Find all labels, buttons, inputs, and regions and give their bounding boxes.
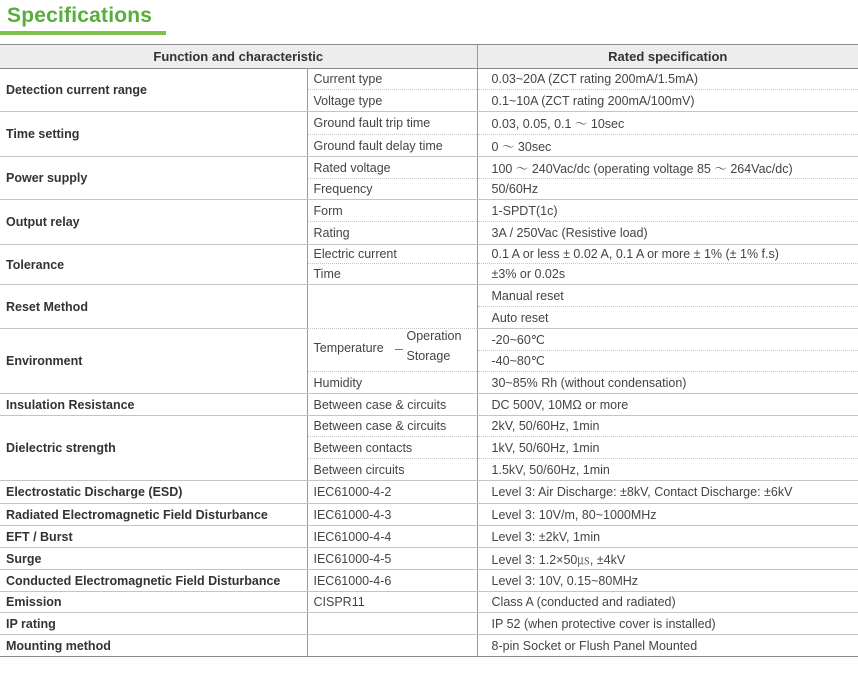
rated-value: 3A / 250Vac (Resistive load): [477, 222, 858, 245]
sub-label: IEC61000-4-3: [307, 504, 477, 526]
rated-value: 30~85% Rh (without condensation): [477, 372, 858, 394]
rated-value: 0.03, 0.05, 0.1 ～ 10sec: [477, 112, 858, 135]
row-label-time: Time setting: [0, 112, 307, 157]
row-label-output: Output relay: [0, 200, 307, 245]
table-row: [0, 394, 858, 416]
row-label-insulation: Insulation Resistance: [0, 394, 307, 416]
rated-value: -40~80℃: [477, 350, 858, 372]
page-title: Specifications: [7, 4, 153, 27]
table-row: [0, 526, 858, 548]
table-row: [0, 112, 858, 135]
sub-label: Ground fault delay time: [307, 135, 477, 157]
row-label-environment: Environment: [0, 329, 307, 394]
rated-value: Class A (conducted and radiated): [477, 592, 858, 613]
table-row: [0, 592, 858, 613]
sub-label: IEC61000-4-5: [307, 548, 477, 570]
sub-label: Rating: [307, 222, 477, 245]
rated-value: -20~60℃: [477, 329, 858, 351]
row-label-dielectric: Dielectric strength: [0, 416, 307, 481]
table-row: [0, 69, 858, 90]
rated-value: 1.5kV, 50/60Hz, 1min: [477, 459, 858, 481]
rated-value: 2kV, 50/60Hz, 1min: [477, 416, 858, 437]
row-label-power: Power supply: [0, 157, 307, 200]
sub-label: IEC61000-4-6: [307, 570, 477, 592]
row-label-emission: Emission: [0, 592, 307, 613]
rated-value: IP 52 (when protective cover is installed): [477, 613, 858, 635]
table-row: [0, 635, 858, 657]
rated-value: DC 500V, 10MΩ or more: [477, 394, 858, 416]
row-label-radiated: Radiated Electromagnetic Field Disturbance: [0, 504, 307, 526]
rated-value: 50/60Hz: [477, 179, 858, 200]
storage-label: Storage: [406, 349, 451, 363]
row-label-eft: EFT / Burst: [0, 526, 307, 548]
rated-value: 100 ～ 240Vac/dc (operating voltage 85 ～ 264Vac/dc): [477, 157, 858, 179]
rated-value: Manual reset: [477, 285, 858, 307]
table-row: [0, 200, 858, 222]
header-rated: Rated specification: [477, 45, 858, 69]
sub-label-empty: [307, 635, 477, 657]
row-label-ip: IP rating: [0, 613, 307, 635]
table-row: [0, 548, 858, 570]
sub-label: Between contacts: [307, 437, 477, 459]
rated-value: Level 3: Air Discharge: ±8kV, Contact Discharge: ±6kV: [477, 481, 858, 504]
table-row: [0, 285, 858, 307]
temperature-cell: [307, 329, 477, 372]
rated-value: Level 3: 10V, 0.15~80MHz: [477, 570, 858, 592]
sub-label: IEC61000-4-4: [307, 526, 477, 548]
rated-value: 0.1 A or less ± 0.02 A, 0.1 A or more ± 1% (± 1% f.s): [477, 245, 858, 264]
operation-label: Operation: [406, 329, 462, 343]
rated-value: 0.1~10A (ZCT rating 200mA/100mV): [477, 90, 858, 112]
sub-label: Between case & circuits: [307, 394, 477, 416]
rated-value: 1kV, 50/60Hz, 1min: [477, 437, 858, 459]
sub-label: Between circuits: [307, 459, 477, 481]
table-row: [0, 329, 858, 351]
sub-label: Between case & circuits: [307, 416, 477, 437]
sub-label: IEC61000-4-2: [307, 481, 477, 504]
table-row: [0, 157, 858, 179]
row-label-mounting: Mounting method: [0, 635, 307, 657]
row-label-detection: Detection current range: [0, 69, 307, 112]
sub-label: Frequency: [307, 179, 477, 200]
sub-label: Rated voltage: [307, 157, 477, 179]
table-row: [0, 504, 858, 526]
table-header-row: [0, 45, 858, 69]
temperature-bracket-line: [395, 349, 403, 350]
sub-label: Ground fault trip time: [307, 112, 477, 135]
row-label-reset: Reset Method: [0, 285, 307, 329]
rated-value: 0.03~20A (ZCT rating 200mA/1.5mA): [477, 69, 858, 90]
table-row: [0, 481, 858, 504]
rated-value: ±3% or 0.02s: [477, 264, 858, 285]
table-row: [0, 613, 858, 635]
sub-label: Humidity: [307, 372, 477, 394]
sub-label: Current type: [307, 69, 477, 90]
specifications-table: [0, 44, 858, 657]
rated-value: Level 3: 10V/m, 80~1000MHz: [477, 504, 858, 526]
rated-value: Auto reset: [477, 307, 858, 329]
rated-value: 1-SPDT(1c): [477, 200, 858, 222]
rated-value: 0 ～ 30sec: [477, 135, 858, 157]
sub-label-empty: [307, 285, 477, 329]
title-underline: [0, 31, 166, 35]
row-label-esd: Electrostatic Discharge (ESD): [0, 481, 307, 504]
table-row: [0, 570, 858, 592]
table-row: [0, 245, 858, 264]
sub-label: Voltage type: [307, 90, 477, 112]
row-label-conducted: Conducted Electromagnetic Field Disturbance: [0, 570, 307, 592]
temperature-label: Temperature: [313, 341, 384, 355]
sub-label-empty: [307, 613, 477, 635]
table-row: [0, 416, 858, 437]
sub-label: Electric current: [307, 245, 477, 264]
sub-label: Form: [307, 200, 477, 222]
rated-value: Level 3: 1.2×50㎲, ±4kV: [477, 548, 858, 570]
rated-value: Level 3: ±2kV, 1min: [477, 526, 858, 548]
sub-label: Time: [307, 264, 477, 285]
header-function: Function and characteristic: [0, 45, 477, 69]
row-label-surge: Surge: [0, 548, 307, 570]
row-label-tolerance: Tolerance: [0, 245, 307, 285]
rated-value: 8-pin Socket or Flush Panel Mounted: [477, 635, 858, 657]
sub-label: CISPR11: [307, 592, 477, 613]
